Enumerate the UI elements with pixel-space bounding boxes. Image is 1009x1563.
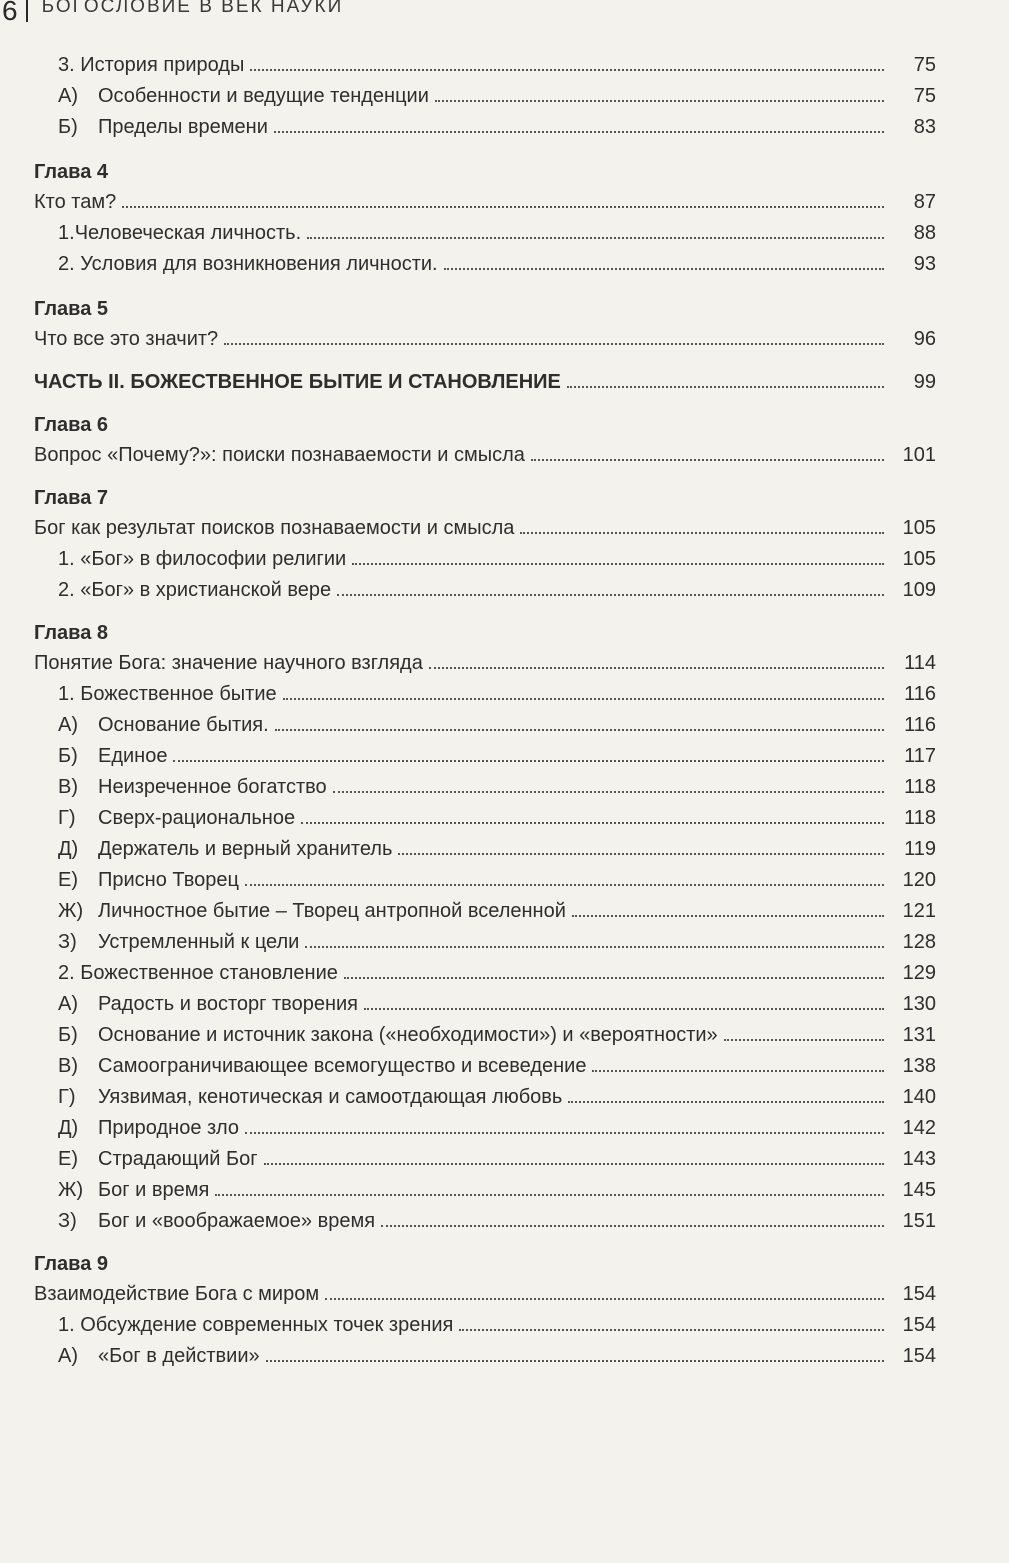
toc-entry: Кто там? 87 (34, 187, 936, 218)
toc-entry: Взаимодействие Бога с миром 154 (34, 1279, 936, 1310)
toc-page-number: 154 (902, 1283, 936, 1305)
dot-leader (592, 1070, 884, 1072)
toc-part-entry: ЧАСТЬ II. БОЖЕСТВЕННОЕ БЫТИЕ И СТАНОВЛЕНИЕ 99 (34, 367, 936, 398)
dot-leader (531, 459, 884, 461)
dot-leader (435, 100, 884, 102)
dot-leader (245, 1132, 884, 1134)
toc-entry: Г) Уязвимая, кенотическая и самоотдающая любовь 140 (34, 1082, 936, 1113)
dot-leader (724, 1039, 884, 1041)
dot-leader (245, 884, 884, 886)
dot-leader (173, 760, 884, 762)
dot-leader (224, 343, 884, 345)
toc-entry: А) Особенности и ведущие тенденции 75 (34, 81, 936, 112)
toc-page-number: 83 (913, 116, 936, 138)
dot-leader (364, 1008, 884, 1010)
toc-entry: Е) Присно Творец 120 (34, 865, 936, 896)
toc-entry: 1.Человеческая личность. 88 (34, 218, 936, 249)
toc-page-number: 154 (902, 1314, 936, 1336)
dot-leader (325, 1298, 884, 1300)
toc-page-number: 145 (902, 1179, 936, 1201)
toc-page-number: 151 (902, 1210, 936, 1232)
toc-entry: Д) Держатель и верный хранитель 119 (34, 834, 936, 865)
toc-page-number: 117 (904, 745, 936, 767)
toc-entry: В) Неизреченное богатство 118 (34, 772, 936, 803)
toc-page-number: 93 (913, 253, 936, 275)
toc-page-number: 99 (913, 371, 936, 393)
toc-entry: З) Бог и «воображаемое» время 151 (34, 1206, 936, 1237)
toc-entry: Б) Пределы времени 83 (34, 112, 936, 143)
toc-page-number: 119 (904, 838, 936, 860)
dot-leader (274, 131, 884, 133)
toc-entry: А) Основание бытия. 116 (34, 710, 936, 741)
page-header (0, 0, 343, 26)
toc-entry: 1. «Бог» в философии религии 105 (34, 544, 936, 575)
dot-leader (429, 667, 884, 669)
toc-page-number: 129 (902, 962, 936, 984)
dot-leader (344, 977, 884, 979)
toc-page-number: 87 (913, 191, 936, 213)
toc-page-number: 131 (902, 1024, 936, 1046)
toc-page-number: 105 (902, 517, 936, 539)
dot-leader (381, 1225, 884, 1227)
toc-page-number: 130 (902, 993, 936, 1015)
toc-entry: Ж) Личностное бытие – Творец антропной вселенной 121 (34, 896, 936, 927)
header-divider (26, 0, 28, 22)
toc-page-number: 118 (904, 807, 936, 829)
dot-leader (264, 1163, 884, 1165)
toc-page-number: 116 (904, 683, 936, 705)
dot-leader (266, 1360, 884, 1362)
toc-entry: Вопрос «Почему?»: поиски познаваемости и смысла 101 (34, 440, 936, 471)
dot-leader (572, 915, 884, 917)
toc-entry: А) Радость и восторг творения 130 (34, 989, 936, 1020)
toc-page-number: 88 (913, 222, 936, 244)
toc-entry: З) Устремленный к цели 128 (34, 927, 936, 958)
dot-leader (307, 237, 884, 239)
toc-entry: 2. «Бог» в христианской вере 109 (34, 575, 936, 606)
toc-page-number: 142 (902, 1117, 936, 1139)
dot-leader (305, 946, 884, 948)
toc-entry: 2. Условия для возникновения личности. 93 (34, 249, 936, 280)
toc-entry: Ж) Бог и время 145 (34, 1175, 936, 1206)
toc-entry: Е) Страдающий Бог 143 (34, 1144, 936, 1175)
toc-page-number: 140 (902, 1086, 936, 1108)
chapter-heading: Глава 9 (34, 1253, 109, 1275)
dot-leader (444, 268, 884, 270)
dot-leader (301, 822, 884, 824)
chapter-heading: Глава 7 (34, 487, 109, 509)
dot-leader (352, 563, 884, 565)
toc-entry: Что все это значит? 96 (34, 324, 936, 355)
toc-page-number: 121 (902, 900, 936, 922)
dot-leader (215, 1194, 884, 1196)
chapter-heading: Глава 6 (34, 414, 109, 436)
toc-page-number: 120 (902, 869, 936, 891)
toc-page-number: 114 (904, 652, 936, 674)
toc-entry: А) «Бог в действии» 154 (34, 1341, 936, 1372)
running-title: БОГОСЛОВИЕ В ВЕК НАУКИ (41, 0, 344, 17)
toc-page-number: 154 (902, 1345, 936, 1367)
dot-leader (275, 729, 884, 731)
toc-entry: Б) Основание и источник закона («необходимости») и «вероятности» 131 (34, 1020, 936, 1051)
toc-page-number: 75 (913, 54, 936, 76)
dot-leader (337, 594, 884, 596)
toc-page-number: 75 (913, 85, 936, 107)
dot-leader (333, 791, 884, 793)
toc-page-number: 118 (904, 776, 936, 798)
chapter-heading: Глава 4 (34, 161, 109, 183)
chapter-heading: Глава 5 (34, 298, 109, 320)
table-of-contents (34, 50, 936, 1372)
toc-entry: В) Самоограничивающее всемогущество и всеведение 138 (34, 1051, 936, 1082)
chapter-heading: Глава 8 (34, 622, 109, 644)
toc-entry: Понятие Бога: значение научного взгляда 114 (34, 648, 936, 679)
toc-entry: 3. История природы 75 (34, 50, 936, 81)
toc-entry: Бог как результат поисков познаваемости и смысла 105 (34, 513, 936, 544)
toc-page-number: 143 (902, 1148, 936, 1170)
dot-leader (520, 532, 884, 534)
toc-entry: 2. Божественное становление 129 (34, 958, 936, 989)
dot-leader (568, 1101, 884, 1103)
toc-page-number: 116 (904, 714, 936, 736)
dot-leader (122, 206, 884, 208)
dot-leader (567, 386, 884, 388)
dot-leader (398, 853, 884, 855)
toc-entry: Г) Сверх-рациональное 118 (34, 803, 936, 834)
toc-entry: 1. Божественное бытие 116 (34, 679, 936, 710)
dot-leader (459, 1329, 884, 1331)
toc-page-number: 109 (902, 579, 936, 601)
toc-entry: Б) Единое 117 (34, 741, 936, 772)
dot-leader (250, 69, 884, 71)
toc-page-number: 105 (902, 548, 936, 570)
page-number: 6 (2, 0, 18, 26)
toc-page-number: 138 (902, 1055, 936, 1077)
toc-entry: 1. Обсуждение современных точек зрения 154 (34, 1310, 936, 1341)
toc-page-number: 128 (902, 931, 936, 953)
dot-leader (283, 698, 884, 700)
toc-page-number: 101 (902, 444, 936, 466)
toc-entry: Д) Природное зло 142 (34, 1113, 936, 1144)
toc-page-number: 96 (913, 328, 936, 350)
